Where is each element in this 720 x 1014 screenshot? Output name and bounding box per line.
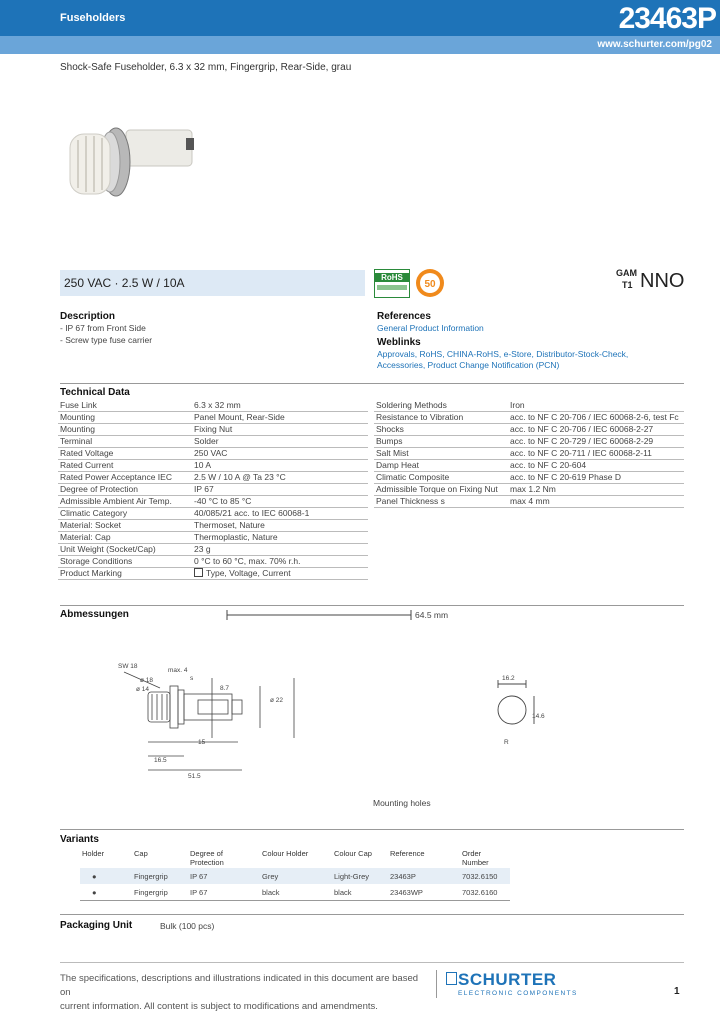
total-length-dimension: [225, 608, 465, 622]
rohs-icon: RoHS: [374, 269, 410, 298]
svg-text:max. 4: max. 4: [168, 667, 188, 674]
svg-text:16.2: 16.2: [502, 675, 515, 682]
brand-tagline: ELECTRONIC COMPONENTS: [458, 990, 578, 997]
description-heading: Description: [60, 311, 116, 322]
table-row: ● Fingergrip IP 67 Grey Light-Grey 23463P 7032.6150: [80, 868, 510, 884]
svg-text:50: 50: [424, 279, 436, 290]
svg-text:51.5: 51.5: [188, 773, 201, 780]
table-row: ● Fingergrip IP 67 black black 23463WP 7032.6160: [80, 884, 510, 901]
weblinks-heading: Weblinks: [377, 337, 421, 348]
part-number: 23463P: [618, 2, 716, 35]
general-info-link[interactable]: General Product Information: [377, 323, 484, 333]
table-row: Panel Thickness s max 4 mm: [374, 496, 684, 508]
table-row: Degree of Protection IP 67: [58, 484, 368, 496]
table-row: Unit Weight (Socket/Cap) 23 g: [58, 544, 368, 556]
brand-name: SCHURTER: [458, 970, 557, 989]
divider: [60, 962, 684, 963]
table-row: Climatic Category 40/085/21 acc. to IEC 60068-1: [58, 508, 368, 520]
table-row: Fuse Link 6.3 x 32 mm: [58, 400, 368, 412]
variants-table: Holder Cap Degree of Protection Colour Holder Colour Cap Reference Order Number ● Fingergrip IP 67 Grey Light-Grey 23463P 7032.6150 ● Fingergrip IP 67 black black 23463WP 7032.6160: [80, 848, 510, 901]
table-row: Soldering Methods Iron: [374, 400, 684, 412]
divider: [60, 605, 684, 606]
svg-text:ø 18: ø 18: [140, 677, 154, 684]
weblinks-line2[interactable]: Accessories, Product Change Notification (PCN): [377, 360, 560, 370]
table-row: Admissible Ambient Air Temp. -40 °C to 85 °C: [58, 496, 368, 508]
table-row: Admissible Torque on Fixing Nut max 1.2 Nm: [374, 484, 684, 496]
marking-icon: [194, 568, 203, 577]
table-row: Mounting Fixing Nut: [58, 424, 368, 436]
gam-mark: GAM: [616, 268, 637, 278]
divider: [60, 383, 684, 384]
table-row: Bumps acc. to NF C 20-729 / IEC 60068-2-29: [374, 436, 684, 448]
nno-mark: NNO: [640, 270, 685, 292]
table-row: Rated Voltage 250 VAC: [58, 448, 368, 460]
technical-data-right-table: [374, 400, 684, 508]
table-row: Shocks acc. to NF C 20-706 / IEC 60068-2-27: [374, 424, 684, 436]
divider: [436, 970, 437, 998]
t1-mark: T1: [622, 280, 633, 290]
table-row: Material: Socket Thermoset, Nature: [58, 520, 368, 532]
packaging-heading: Packaging Unit: [60, 920, 133, 931]
divider: [60, 914, 684, 915]
svg-text:s: s: [190, 675, 194, 682]
side-view-drawing: [110, 658, 310, 783]
svg-text:8.7: 8.7: [220, 685, 230, 692]
dimensions-heading: Abmessungen: [60, 609, 129, 620]
header-bar: [0, 0, 720, 36]
technical-data-left-table: [58, 400, 368, 580]
svg-text:ø 14: ø 14: [136, 686, 150, 693]
weblinks-line1[interactable]: Approvals, RoHS, CHINA-RoHS, e-Store, Distributor-Stock-Check,: [377, 349, 629, 359]
mounting-holes-caption: Mounting holes: [373, 798, 431, 808]
svg-text:SW 18: SW 18: [118, 663, 138, 670]
product-subtitle: Shock-Safe Fuseholder, 6.3 x 32 mm, Fingergrip, Rear-Side, grau: [60, 62, 352, 73]
schurter-logo-icon: [446, 972, 457, 985]
table-row: Climatic Composite acc. to NF C 20-619 Phase D: [374, 472, 684, 484]
svg-text:14.6: 14.6: [532, 713, 545, 720]
rating-text: 250 VAC · 2.5 W / 10A: [64, 276, 185, 290]
variants-heading: Variants: [60, 834, 99, 845]
svg-text:R: R: [504, 739, 509, 746]
rating-band: [60, 270, 365, 296]
category-label: Fuseholders: [60, 12, 126, 24]
product-photo: [66, 122, 196, 202]
footer-disclaimer: The specifications, descriptions and illustrations indicated in this document are based on current information. All content is subject to modifications and amendments.: [60, 973, 419, 1012]
table-row: Damp Heat acc. to NF C 20-604: [374, 460, 684, 472]
packaging-value: Bulk (100 pcs): [160, 921, 215, 931]
website-link[interactable]: www.schurter.com/pg02: [597, 39, 712, 50]
fifty-year-icon: [415, 268, 445, 298]
table-row: Rated Power Acceptance IEC 2.5 W / 10 A @ Ta 23 °C: [58, 472, 368, 484]
table-row: Rated Current 10 A: [58, 460, 368, 472]
technical-data-heading: Technical Data: [60, 387, 130, 398]
table-row: Mounting Panel Mount, Rear-Side: [58, 412, 368, 424]
url-bar: [0, 36, 720, 54]
table-row: Product Marking Type, Voltage, Current: [58, 568, 368, 580]
table-row: Terminal Solder: [58, 436, 368, 448]
svg-text:64.5 mm: 64.5 mm: [415, 610, 449, 620]
description-item: - Screw type fuse carrier: [60, 335, 153, 345]
table-row: Resistance to Vibration acc. to NF C 20-706 / IEC 60068-2-6, test Fc: [374, 412, 684, 424]
mounting-hole-drawing: [490, 670, 560, 748]
svg-text:16.5: 16.5: [154, 757, 167, 764]
description-item: - IP 67 from Front Side: [60, 323, 146, 333]
references-heading: References: [377, 311, 431, 322]
svg-text:ø 22: ø 22: [270, 697, 284, 704]
page-number: 1: [674, 986, 680, 997]
divider: [60, 829, 684, 830]
table-row: Storage Conditions 0 °C to 60 °C, max. 70% r.h.: [58, 556, 368, 568]
table-row: Salt Mist acc. to NF C 20-711 / IEC 60068-2-11: [374, 448, 684, 460]
table-row: Material: Cap Thermoplastic, Nature: [58, 532, 368, 544]
svg-text:15: 15: [198, 739, 206, 746]
